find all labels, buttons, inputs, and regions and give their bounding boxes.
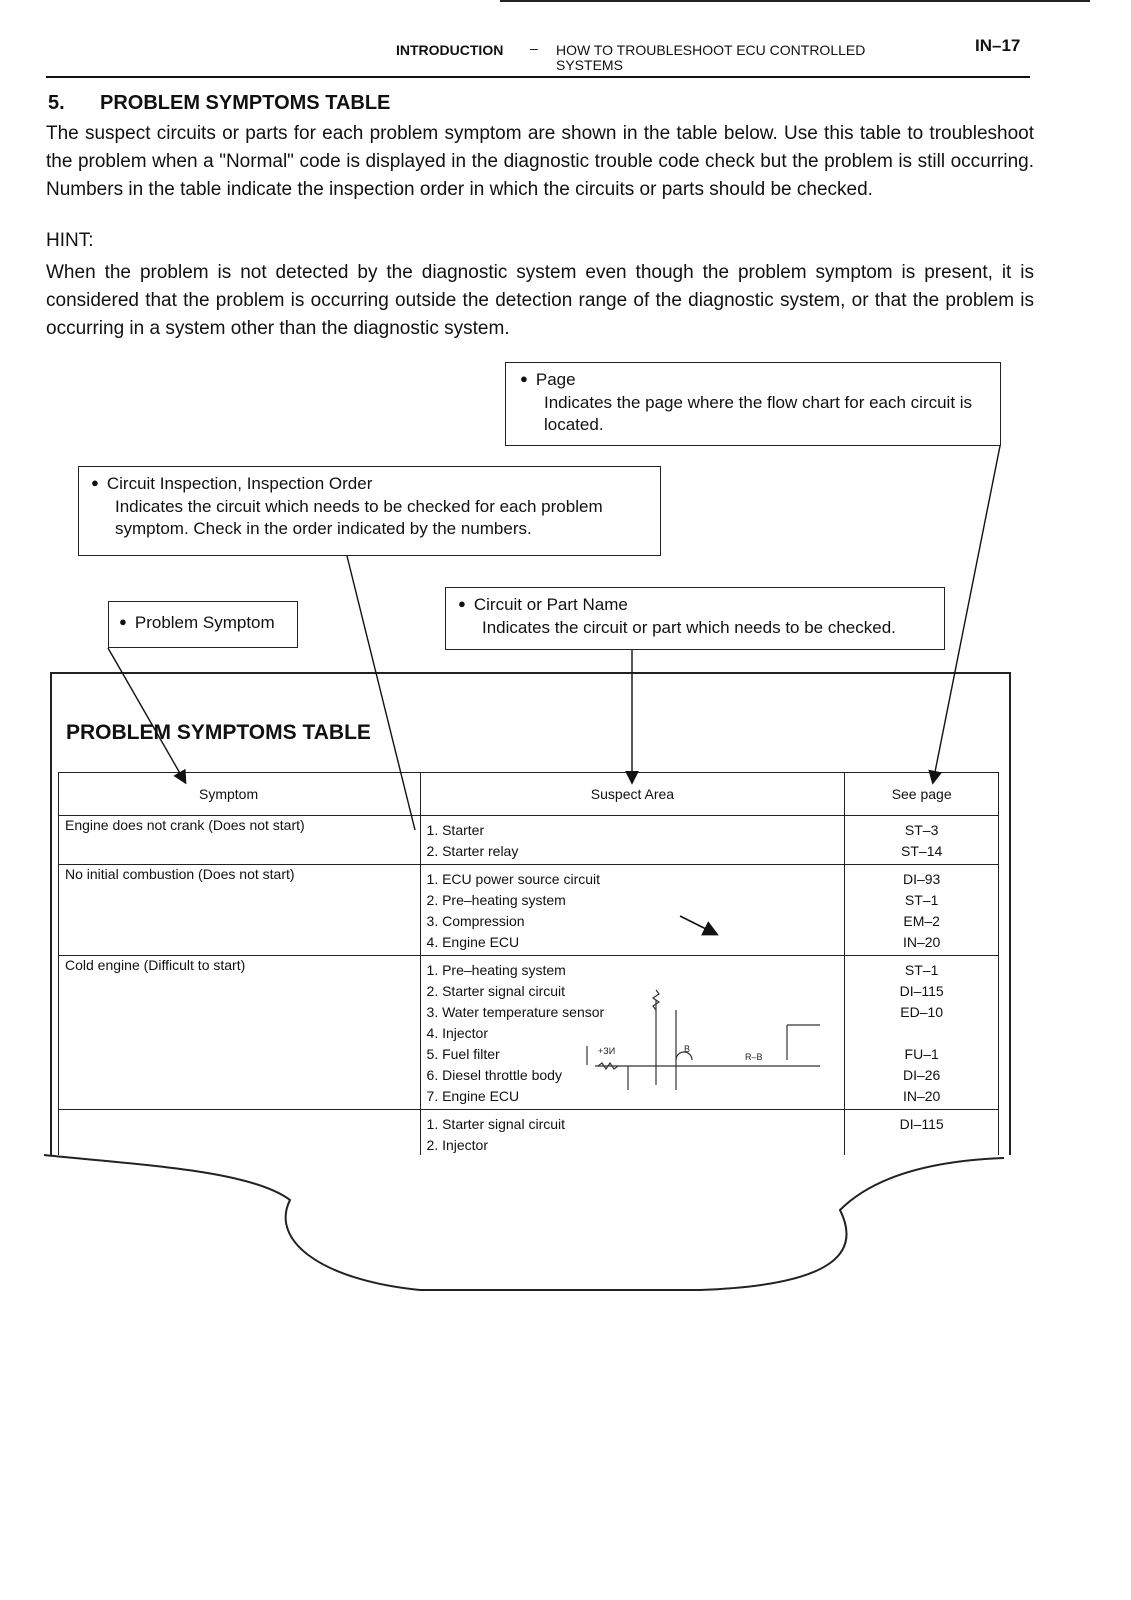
callout-symptom-title: ● Problem Symptom: [119, 612, 297, 635]
see-page-item: EM–2: [903, 913, 940, 929]
see-page-item: IN–20: [902, 934, 941, 950]
suspect-area-item: 2. Pre–heating system: [426, 892, 566, 908]
see-page-item: DI–115: [899, 983, 944, 999]
schematic-fragment: [587, 990, 820, 1090]
suspect-area-item: 3. Water temperature sensor: [426, 1004, 605, 1020]
see-page-item: ST–1: [904, 892, 939, 908]
section-number: 5.: [48, 92, 65, 114]
hint-paragraph: When the problem is not detected by the diagnostic system even though the problem symptom is present, it is considered that the problem is occurring outside the detection range of the diagnostic system, or that the problem is occurring in a system other than the diagnostic system.: [46, 262, 1034, 339]
hint-label: HINT:: [46, 230, 94, 251]
header-dash: –: [530, 40, 538, 56]
table-title: PROBLEM SYMPTOMS TABLE: [66, 721, 371, 744]
leader-circuit: [347, 556, 415, 830]
header-section: INTRODUCTION: [396, 42, 504, 58]
col-symptom: Symptom: [59, 773, 421, 816]
symptom-cell: No initial combustion (Does not start): [59, 865, 421, 956]
leader-page: [933, 446, 1000, 782]
stray-arrow: [680, 916, 716, 934]
suspect-area-item: 1. ECU power source circuit: [426, 871, 601, 887]
schematic-label-plusb: +ЗИ: [598, 1046, 616, 1056]
see-page-item: DI–115: [899, 1116, 944, 1132]
suspect-area-item: 4. Engine ECU: [426, 934, 520, 950]
col-see-page: See page: [845, 773, 999, 816]
symptom-cell: Cold engine (Difficult to start): [59, 956, 421, 1110]
see-page-item: FU–1: [904, 1046, 939, 1062]
suspect-area-item: 5. Fuel filter: [426, 1046, 500, 1062]
suspect-area-item: 2. Starter signal circuit: [426, 983, 566, 999]
see-page-item: ST–14: [901, 843, 943, 859]
suspect-area-item: 3. Compression: [426, 913, 525, 929]
see-page-item: ST–3: [904, 822, 939, 838]
section-title: PROBLEM SYMPTOMS TABLE: [100, 92, 391, 114]
suspect-area-item: 6. Diesel throttle body: [426, 1067, 562, 1083]
callout-part-title: ● Circuit or Part Name: [458, 594, 944, 617]
callout-part-desc: Indicates the circuit or part which needs to be checked.: [482, 618, 896, 637]
suspect-area-item: 7. Engine ECU: [426, 1088, 520, 1104]
schematic-label-b: B: [684, 1044, 691, 1054]
col-suspect-area: Suspect Area: [420, 773, 845, 816]
see-page-item: DI–93: [902, 871, 941, 887]
see-page-item: IN–20: [902, 1088, 941, 1104]
callout-page-title: ● Page: [520, 369, 1000, 392]
suspect-area-item: 1. Starter signal circuit: [426, 1116, 566, 1132]
cutaway-curve: [44, 1155, 1004, 1290]
page-number: IN–17: [975, 36, 1021, 55]
intro-paragraph: The suspect circuits or parts for each problem symptom are shown in the table below. Use this table to troubleshoot the problem when a "Normal" code is displayed in the diagnostic trouble code check but the problem is still occurring. Numbers in the table indicate the inspection order in which the circuits or parts should be checked.: [46, 123, 1034, 200]
schematic-label-rb: R–B: [745, 1052, 763, 1062]
see-page-item: ED–10: [900, 1004, 944, 1020]
suspect-area-item: 2. Starter relay: [426, 843, 519, 859]
suspect-area-item: 2. Injector: [426, 1137, 489, 1153]
suspect-area-item: 1. Starter: [426, 822, 485, 838]
leader-symptom: [108, 648, 185, 782]
callout-circuit-title: ● Circuit Inspection, Inspection Order: [91, 473, 660, 496]
callout-circuit-desc: Indicates the circuit which needs to be checked for each problem symptom. Check in the order indicated by the numbers.: [115, 497, 603, 538]
symptom-cell: Engine does not crank (Does not start): [59, 816, 421, 865]
see-page-item: DI–26: [902, 1067, 941, 1083]
callout-page-desc: Indicates the page where the flow chart for each circuit is located.: [544, 393, 973, 434]
header-subtitle: HOW TO TROUBLESHOOT ECU CONTROLLED SYSTEMS: [556, 42, 866, 73]
see-page-item: ST–1: [904, 962, 939, 978]
suspect-area-item: 1. Pre–heating system: [426, 962, 566, 978]
suspect-area-item: 4. Injector: [426, 1025, 489, 1041]
